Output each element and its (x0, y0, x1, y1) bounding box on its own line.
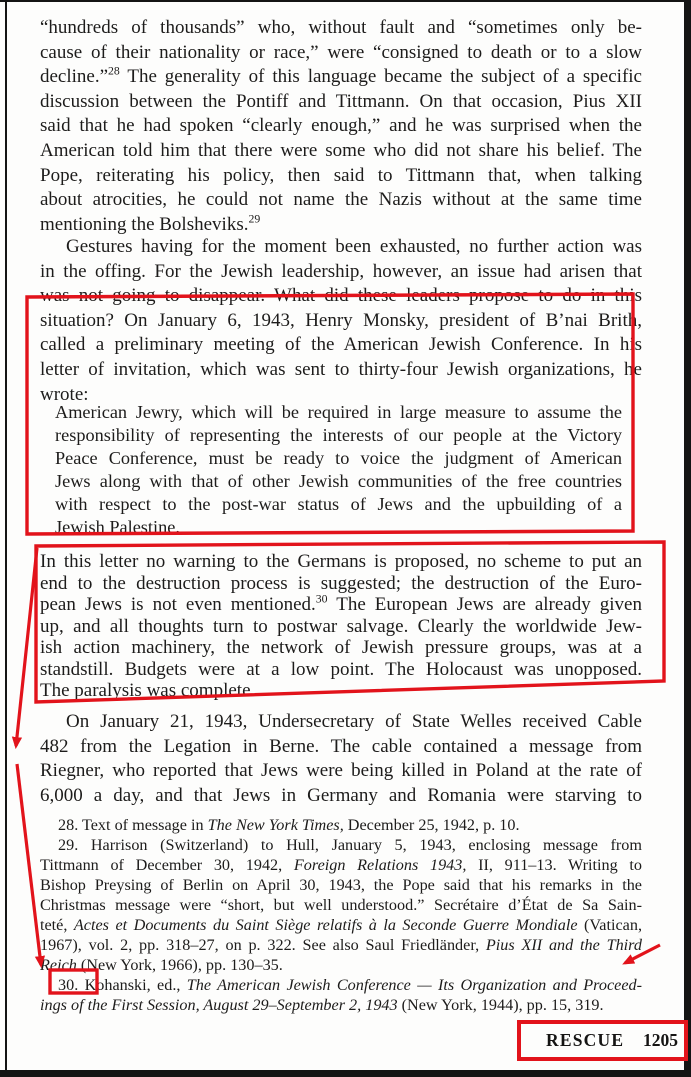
text-line: “hundreds of thousands” who, without fault and “sometimes only be- (40, 17, 642, 38)
page-border-left (5, 0, 7, 1077)
text-line: decline.”$^{28}$ The generality of this language became the subject of a specific (40, 64, 642, 88)
text-line: ings of the First Session, August 29–September 2, 1943 (New York, 1944), pp. 15, 319. (40, 996, 604, 1014)
text-line: 28. Text of message in The New York Times, December 25, 1942, p. 10. (58, 816, 520, 834)
text-line: pean Jews is not even mentioned.$^{30}$ The European Jews are already given (40, 592, 642, 615)
page-border-top (0, 0, 691, 2)
text-line: Gestures having for the moment been exhausted, no further action was (66, 236, 642, 257)
text-line: said that he had spoken “clearly enough,” and he was surprised when the (40, 115, 642, 137)
page-edge-shadow-bottom (0, 1070, 691, 1077)
text-line: Christmas message were “short, but well understood.” Secrétaire d’État de Sa Sain- (40, 896, 642, 914)
text-line: mentioning the Bolsheviks.$^{29}$ (40, 212, 261, 235)
paragraph-pius-xii (40, 16, 642, 237)
text-line: Tittmann of December 30, 1942, Foreign Relations 1943, II, 911–13. Writing to (40, 856, 643, 874)
text-line: ish action machinery, the network of Jewish pressure groups, was at a (40, 637, 642, 658)
text-line: wrote: (40, 383, 89, 405)
text-line: in the offing. For the Jewish leadership, however, an issue had arisen that (40, 260, 642, 282)
text-line: up, and all thoughts turn to postwar salvage. Clearly the worldwide Jew- (40, 615, 642, 637)
paragraph-january-21 (40, 710, 642, 808)
text-line: Jews along with that of other Jewish communities of the free countries (55, 471, 622, 491)
page-edge-shadow-right (684, 0, 691, 1077)
footnotes-block (40, 815, 642, 1015)
arrow-margin-to-footnote-30 (17, 764, 41, 965)
text-line: The paralysis was complete. (40, 680, 256, 701)
text-line: about atrocities, he could not name the Nazis without at the same time (40, 189, 642, 211)
text-line: cause of their nationality or race,” were “consigned to death or to a slow (40, 41, 642, 63)
arrow-box-to-margin (16, 548, 37, 746)
text-line: standstill. Budgets were at a low point. The Holocaust was unopposed. (40, 658, 642, 680)
text-line: 29. Harrison (Switzerland) to Hull, January 5, 1943, enclosing message from (58, 836, 642, 854)
text-line: discussion between the Pontiff and Tittmann. On that occasion, Pius XII (40, 90, 642, 112)
text-line: teté, Actes et Documents du Saint Siège relatifs à la Seconde Guerre Mondiale (Vatican, (40, 916, 643, 934)
paragraph-in-this-letter (40, 551, 642, 702)
text-line: responsibility of representing the interests of our people at the Victory (55, 425, 622, 445)
text-line: Peace Conference, must be ready to voice the judgment of American (55, 448, 622, 468)
text-line: 30. Kohanski, ed., The American Jewish Conference — Its Organization and Proceed- (58, 976, 642, 994)
running-head: RESCUE (546, 1030, 625, 1050)
text-line: end to the destruction process is suggested; the destruction of the Euro- (40, 572, 642, 594)
text-line: American Jewry, which will be required in large measure to assume the (55, 402, 622, 422)
text-line: 6,000 a day, and that Jews in Germany and Romania were starving to (40, 784, 642, 806)
text-line: called a preliminary meeting of the American Jewish Conference. In his (40, 334, 642, 356)
text-line: Bishop Preysing of Berlin on April 30, 1943, the Pope said that his remarks in the (40, 876, 642, 894)
text-line: In this letter no warning to the Germans is proposed, no scheme to put an (40, 551, 642, 572)
text-line: 1967), vol. 2, pp. 318–27, on p. 322. See also Saul Friedländer, Pius XII and the Third (40, 936, 642, 954)
text-line: was not going to disappear. What did these leaders propose to do in this (40, 285, 642, 307)
text-line: Riegner, who reported that Jews were being killed in Poland at the rate of (40, 760, 642, 782)
text-line: 482 from the Legation in Berne. The cable contained a message from (40, 735, 642, 757)
paragraph-gestures (40, 235, 642, 407)
text-line: American told him that there were some who did not share his belief. The (40, 139, 642, 161)
text-line: situation? On January 6, 1943, Henry Monsky, president of B’nai Brith, (40, 309, 642, 331)
text-line: letter of invitation, which was sent to thirty-four Jewish organizations, he (40, 358, 642, 380)
text-line: On January 21, 1943, Undersecretary of State Welles received Cable (66, 711, 642, 732)
text-line: Reich (New York, 1966), pp. 130–35. (40, 956, 283, 974)
page-number: 1205 (643, 1030, 678, 1050)
text-line: Pope, reiterating his policy, then said to Tittmann that, when talking (40, 164, 642, 186)
running-footer (519, 1022, 686, 1059)
blockquote-american-jewry (55, 401, 622, 539)
text-line: Jewish Palestine. (55, 517, 180, 537)
text-line: with respect to the post-war status of Jews and the upbuilding of a (55, 494, 622, 514)
